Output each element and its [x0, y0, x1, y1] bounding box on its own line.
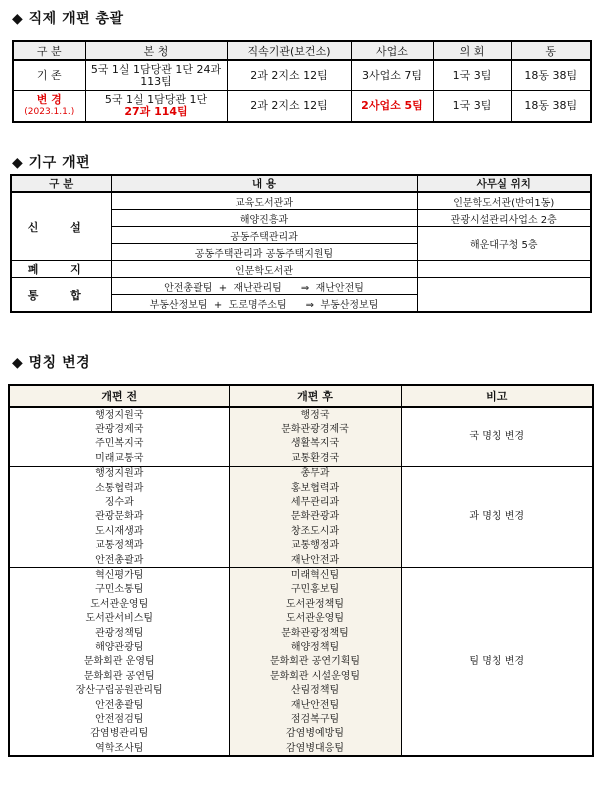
office-value: 3사업소 7팀: [351, 60, 433, 91]
rename-note: 과 명칭 변경: [401, 466, 593, 568]
rename-body: [9, 407, 593, 756]
old-name: 도서관서비스팀: [9, 611, 229, 625]
summary-row-after: [13, 91, 591, 123]
reorg-item: 부동산정보팀 + 도로명주소팀 ⇒ 부동산정보팀: [111, 295, 417, 313]
hq-value-line1: 5국 1실 1담당관 1단: [104, 93, 208, 106]
section-title-summary: ◆ 직제 개편 총괄: [12, 11, 124, 27]
reorg-header: 구 분: [11, 175, 111, 192]
new-name: 해양정책팀: [229, 640, 401, 654]
old-name: 주민복지국: [9, 437, 229, 451]
category-new: 신 설: [11, 192, 111, 261]
old-name: 교통정책과: [9, 539, 229, 553]
old-name: 관광경제국: [9, 422, 229, 436]
category-merge: 통 합: [11, 278, 111, 313]
reorg-item: 해양진흥과: [111, 210, 417, 227]
row-label: 변 경: [36, 93, 62, 106]
new-name: 문화관광과: [229, 510, 401, 524]
old-name: 안전총괄과: [9, 553, 229, 568]
old-name: 관광정책팀: [9, 626, 229, 640]
old-name: 문화회관 운영팀: [9, 655, 229, 669]
section-title-renames: ◆ 명칭 변경: [12, 355, 91, 371]
rename-header: 비고: [401, 385, 593, 407]
new-name: 교통환경국: [229, 451, 401, 466]
old-name: 도시재생과: [9, 524, 229, 538]
old-name: 도서관운영팀: [9, 597, 229, 611]
table-row: [9, 466, 593, 481]
old-name: 해양관광팀: [9, 640, 229, 654]
reorg-header: 내 용: [111, 175, 417, 192]
section-title-reorg: ◆ 기구 개편: [12, 155, 91, 171]
old-name: 소통협력과: [9, 481, 229, 495]
change-date: (2023.1.1.): [24, 107, 75, 117]
reorg-table: [10, 174, 592, 313]
old-name: 장산구립공원관리팀: [9, 683, 229, 697]
summary-header: 직속기관(보건소): [227, 41, 351, 60]
summary-header: 동: [511, 41, 591, 60]
reorg-item: 공동주택관리과: [111, 227, 417, 244]
old-name: 행정지원과: [9, 466, 229, 481]
old-name: 감염병관리팀: [9, 727, 229, 741]
office-value: 2사업소 5팀: [351, 91, 433, 123]
summary-header: 구 분: [13, 41, 85, 60]
summary-header: 본 청: [85, 41, 227, 60]
new-name: 문화회관 공연기획팀: [229, 655, 401, 669]
new-name: 세무관리과: [229, 495, 401, 509]
office-location-empty: [417, 261, 591, 278]
new-name: 재난안전과: [229, 553, 401, 568]
new-name: 문화관광정책팀: [229, 626, 401, 640]
rename-note: 팀 명칭 변경: [401, 568, 593, 757]
old-name: 혁신평가팀: [9, 568, 229, 583]
new-name: 문화관광경제국: [229, 422, 401, 436]
new-name: 총무과: [229, 466, 401, 481]
new-name: 구민홍보팀: [229, 583, 401, 597]
office-location: 인문학도서관(반여1동): [417, 192, 591, 210]
new-name: 감염병예방팀: [229, 727, 401, 741]
council-value: 1국 3팀: [433, 60, 511, 91]
hq-cell: [85, 91, 227, 123]
old-name: 행정지원국: [9, 407, 229, 422]
old-name: 미래교통국: [9, 451, 229, 466]
old-name: 관광문화과: [9, 510, 229, 524]
new-name: 문화회관 시설운영팀: [229, 669, 401, 683]
rename-header: 개편 전: [9, 385, 229, 407]
rename-table: [8, 384, 594, 757]
rename-header: 개편 후: [229, 385, 401, 407]
row-label-cell: [13, 91, 85, 123]
office-location-empty: [417, 278, 591, 313]
summary-header: 사업소: [351, 41, 433, 60]
council-value: 1국 3팀: [433, 91, 511, 123]
new-name: 교통행정과: [229, 539, 401, 553]
summary-row-before: [13, 60, 591, 91]
new-name: 창조도시과: [229, 524, 401, 538]
summary-header: 의 회: [433, 41, 511, 60]
reorg-item: 인문학도서관: [111, 261, 417, 278]
hq-value-line2: 27과 114팀: [124, 105, 188, 118]
hq-value: 5국 1실 1담당관 1단 24과 113팀: [85, 60, 227, 91]
summary-header-row: [13, 41, 591, 60]
reorg-row: [11, 278, 591, 295]
new-name: 홍보협력과: [229, 481, 401, 495]
office-location: 관광시설관리사업소 2층: [417, 210, 591, 227]
dong-value: 18동 38팀: [511, 60, 591, 91]
new-name: 생활복지국: [229, 437, 401, 451]
reorg-item: 안전총괄팀 + 재난관리팀 ⇒ 재난안전팀: [111, 278, 417, 295]
reorg-row: [11, 261, 591, 278]
new-name: 미래혁신팀: [229, 568, 401, 583]
old-name: 구민소통팀: [9, 583, 229, 597]
rename-note: 국 명칭 변경: [401, 407, 593, 466]
new-name: 행정국: [229, 407, 401, 422]
summary-table: [12, 40, 592, 123]
reorg-header-row: [11, 175, 591, 192]
row-label: 기 존: [13, 60, 85, 91]
reorg-item: 교육도서관과: [111, 192, 417, 210]
direct-value: 2과 2지소 12팀: [227, 91, 351, 123]
dong-value: 18동 38팀: [511, 91, 591, 123]
reorg-row: [11, 192, 591, 210]
old-name: 징수과: [9, 495, 229, 509]
rename-header-row: [9, 385, 593, 407]
old-name: 안전총괄팀: [9, 698, 229, 712]
new-name: 도서관정책팀: [229, 597, 401, 611]
old-name: 역학조사팀: [9, 741, 229, 756]
new-name: 감염병대응팀: [229, 741, 401, 756]
old-name: 문화회관 공연팀: [9, 669, 229, 683]
direct-value: 2과 2지소 12팀: [227, 60, 351, 91]
new-name: 산림정책팀: [229, 683, 401, 697]
office-location: 해운대구청 5층: [417, 227, 591, 261]
new-name: 점검복구팀: [229, 712, 401, 726]
table-row: [9, 407, 593, 422]
table-row: [9, 568, 593, 583]
new-name: 도서관운영팀: [229, 611, 401, 625]
reorg-header: 사무실 위치: [417, 175, 591, 192]
old-name: 안전점검팀: [9, 712, 229, 726]
new-name: 재난안전팀: [229, 698, 401, 712]
category-abolish: 폐 지: [11, 261, 111, 278]
reorg-item: 공동주택관리과 공동주택지원팀: [111, 244, 417, 261]
